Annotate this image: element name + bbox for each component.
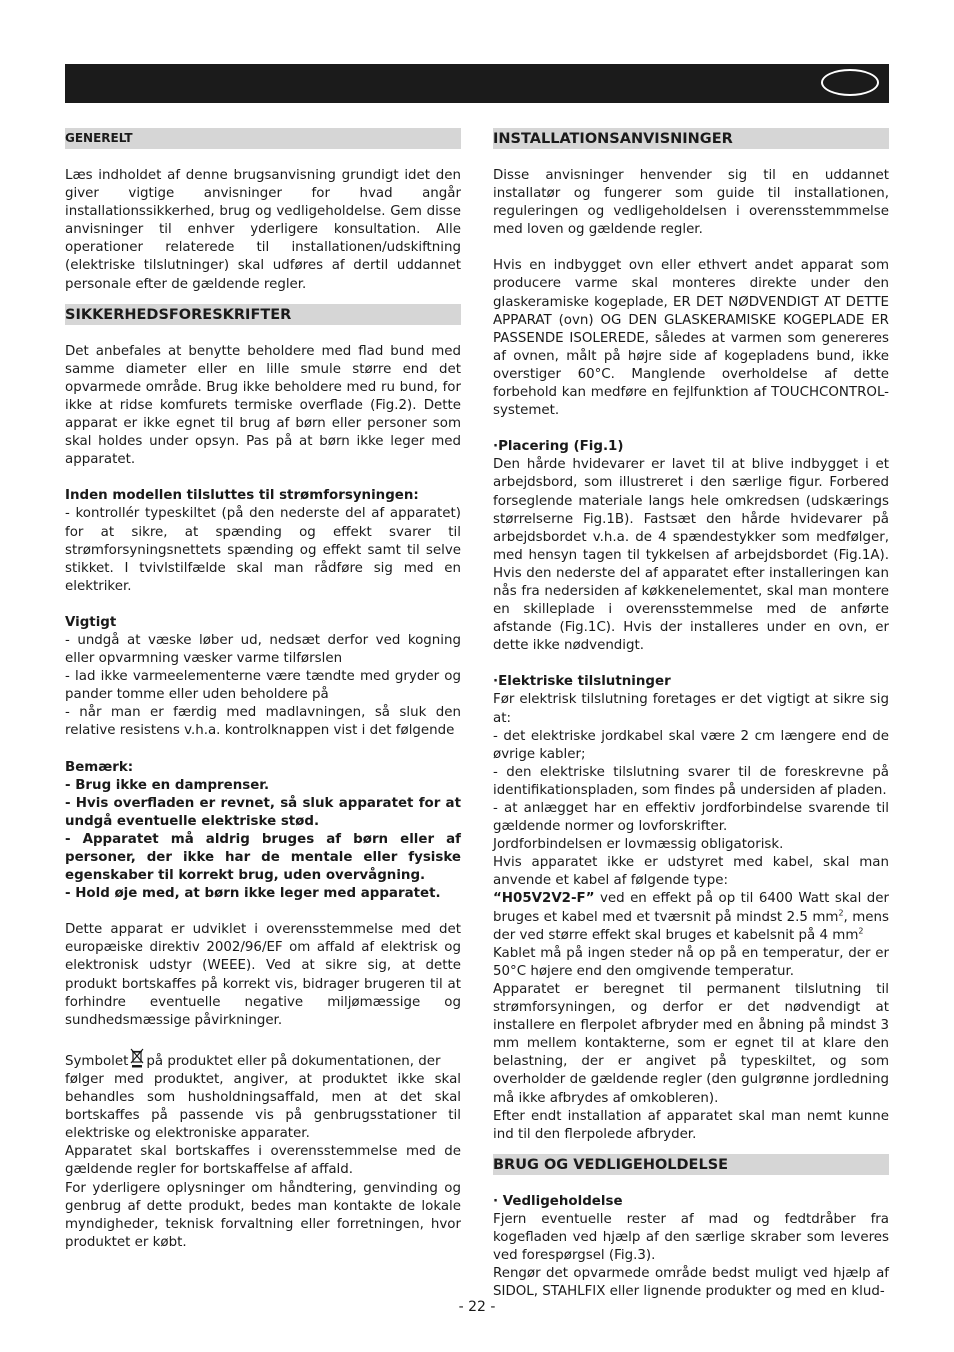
elektrisk-line-7 bbox=[493, 890, 889, 944]
bemaerk-item-4: - Hold øje med, at børn ikke leger med apparatet. bbox=[65, 886, 441, 902]
elektrisk-line-4: - at anlægget har en effektiv jordforbindelse svarende til gældende normer og lovforskrifter. bbox=[493, 801, 889, 835]
bemaerk-item-2: - Hvis overfladen er revnet, så sluk apparatet for at undgå eventuelle elektriske stød. bbox=[65, 795, 461, 829]
elektrisk-line-9: Apparatet er beregnet til permanent tilslutning til strømforsyningen, og derfor er det nødvendigt at installere en flerpolet afbryder med en åbning på mindst 3 mm mellem kontakterne, som er egnet til at klare den belastning, der er angivet på typeskiltet, og som overholder de gældende regler (den gulgrønne jordledning må ikke afbrydes af omkobleren). bbox=[493, 981, 889, 1106]
elektrisk-line-7a: ved en effekt på op til 6400 Watt skal der bruges et kabel med et tværsnit på mindst 2.5 mm bbox=[493, 891, 889, 925]
elektrisk-line-5: Jordforbindelsen er lovmæssig obligatorisk. bbox=[493, 837, 784, 853]
cable-type: “H05V2V2-F” bbox=[493, 891, 595, 907]
paragraph-install-1: Disse anvisninger henvender sig til en uddannet installatør og fungerer som guide til installationen, reguleringen og vedligeholdelsen i overensstemmmelse med loven og gældende regler. bbox=[493, 168, 889, 238]
elektrisk-line-3: - den elektriske tilslutning svarer til de foreskrevne på identifikationspladen, som findes på undersiden af pladen. bbox=[493, 764, 889, 798]
title-vigtigt: Vigtigt bbox=[65, 614, 117, 630]
title-placering: ·Placering (Fig.1) bbox=[493, 439, 624, 455]
paragraph-sikkerhed: Det anbefales at benytte beholdere med flad bund med samme diameter eller en lille smule større end det opvarmede område. Brug ikke beholdere med ru bund, for ikke at ridse komfurets termiske overflade (Fig.2). Dette apparat er ikke egnet til brug af børn eller personer som skal holdes under opsyn. Pas på at børn ikke leger med apparatet. bbox=[65, 343, 461, 468]
language-badge-oval bbox=[821, 69, 879, 96]
paragraph-oplys: For yderligere oplysninger om håndtering, genvinding og genbrug af dette produkt, bedes man kontakte de lokale myndigheder, teknisk forvaltning eller forretningen, hvor produktet er købt. bbox=[65, 1180, 461, 1250]
title-inden: Inden modellen tilsluttes til strømforsyningen: bbox=[65, 488, 419, 504]
title-vedligeholdelse: · Vedligeholdelse bbox=[493, 1193, 623, 1209]
elektrisk-line-6: Hvis apparatet ikke er udstyret med kabel, skal man anvende et kabel af følgende type: bbox=[493, 855, 889, 889]
sup-2: 2 bbox=[858, 926, 864, 936]
title-bemaerk: Bemærk: bbox=[65, 759, 134, 775]
paragraph-weee: Dette apparat er udviklet i overensstemmelse med det europæiske direktiv 2002/96/EF om affald af elektrisk og elektronisk udstyr (WEEE). Ved at sikre sig, at dette produkt bortskaffes på korrekt vis, bidrager brugeren til at forhindre eventuelle negative miljømæssige og sundhedsmæssige påvirkninger. bbox=[65, 922, 461, 1028]
paragraph-symbol: følger med produktet, angiver, at produktet ikke skal behandles som husholdningsaffald, men at det skal bortskaffes på passende vis på genbrugsstationer til elektriske og elektroniske apparater. bbox=[65, 1071, 461, 1142]
vigtigt-item-1: - undgå at væske løber ud, nedsæt derfor ved kogning eller opvarmning væsker varme tilførslen bbox=[65, 632, 461, 667]
bemaerk-item-3: - Apparatet må aldrig bruges af børn eller af personer, der ikke har de mentale eller fysiske egenskaber til korrekt brug, uden overvågning. bbox=[65, 831, 461, 884]
sup-1: 2 bbox=[838, 908, 844, 918]
title-elektrisk: ·Elektriske tilslutninger bbox=[493, 674, 671, 690]
vigtigt-item-2: - lad ikke varmeelementerne være tændte med gryder og pander tomme eller uden beholdere på bbox=[65, 669, 461, 703]
paragraph-install-2: Hvis en indbygget ovn eller ethvert andet apparat som producere varme skal monteres direkte under den glaskeramiske kogeplade, ER DET NØDVENDIGT AT DETTE APPARAT (ovn) OG DEN GLASKERAMISKE KOGEPLADE ER PASSENDE ISOLEREDE, således at varmen som genereres af ovnen, målt på højre side af kogepladens bund, ikke overstiger 60°C. Manglende overholdelse af dette forbehold kan medføre en fejlfunktion af TOUCHCONTROL-systemet. bbox=[493, 258, 889, 419]
paragraph-generelt: Læs indholdet af denne brugsanvisning grundigt idet den giver vigtige anvisninger for hvad angår installationssikkerhed, brug og vedligeholdelse. Gem disse anvisninger til enhver yderligere konsultation. Alle operationer relaterede til installationen/udskiftning (elektriske tilslutninger) skal udføres af dertil uddannet personale efter de gældende regler. bbox=[65, 168, 461, 292]
symbol-line bbox=[65, 1048, 461, 1071]
paragraph-bortskaf: Apparatet skal bortskaffes i overensstemmelse med de gældende regler for bortskaffelse af affald. bbox=[65, 1144, 461, 1178]
symbol-text-b: på produktet eller på dokumentationen, der bbox=[146, 1053, 441, 1069]
elektrisk-line-7b: , mens der ved større effekt skal bruges et kabelsnit på 4 mm bbox=[493, 909, 889, 943]
paragraph-vedl-1: Fjern eventuelle rester af mad og fedtdråber fra kogefladen ved hjælp af den særlige skraber som leveres ved forespørgsel (Fig.3). bbox=[493, 1211, 889, 1264]
crossed-bin-icon bbox=[130, 1048, 144, 1068]
paragraph-placering: Den hårde hvidevarer er lavet til at blive indbygget i et arbejdsbord, som illustreret i den særlige figur. Forbered forseglende materiale langs hele omkredsen (udskærings størrelserne Fig.1B). Fastsæt den hårde hvidevarer på arbejdsbordet v.h.a. de 4 spændestykker som medfølger, med hensyn tagen til tykkelsen af arbejdsbordet (Fig.1A). Hvis den nederste del af apparatet efter installeringen kan nås fra nedersiden af køkkenelementet, skal man montere en skilleplade i overensstemmelse med de anførte afstande (Fig.1C). Hvis der installeres under en ovn, er dette ikke nødvendigt. bbox=[493, 457, 889, 654]
symbol-text-a: Symbolet bbox=[65, 1053, 129, 1069]
left-column bbox=[65, 128, 461, 1252]
paragraph-inden: - kontrollér typeskiltet (på den nederste del af apparatet) for at sikre, at spænding og effekt svarer til strømforsyningsnettets spænding og effekt samt til selve stikket. I tvivlstilfælde skal man rådføre sig med en elektriker. bbox=[65, 506, 461, 594]
page-number: - 22 - bbox=[458, 1299, 496, 1315]
header-bar bbox=[65, 64, 889, 103]
elektrisk-line-1: Før elektrisk tilslutning foretages er det vigtigt at sikre sig at: bbox=[493, 692, 889, 726]
paragraph-vedl-2: Rengør det opvarmede område bedst muligt ved hjælp af SIDOL, STAHLFIX eller lignende produkter og med en klud- bbox=[493, 1266, 889, 1300]
right-column bbox=[493, 128, 889, 1301]
bemaerk-item-1: - Brug ikke en damprenser. bbox=[65, 777, 270, 793]
heading-brug: BRUG OG VEDLIGEHOLDELSE bbox=[493, 1154, 889, 1175]
vigtigt-item-3: - når man er færdig med madlavningen, så sluk den relative resistens v.h.a. kontrolknappen vist i det følgende bbox=[65, 705, 461, 739]
elektrisk-line-2: - det elektriske jordkabel skal være 2 cm længere end de øvrige kabler; bbox=[493, 728, 889, 762]
elektrisk-line-8: Kablet må på ingen steder nå op på en temperatur, der er 50°C højere end den omgivende temperatur. bbox=[493, 945, 889, 979]
heading-sikkerhed: SIKKERHEDSFORESKRIFTER bbox=[65, 304, 461, 325]
heading-generelt: GENERELT bbox=[65, 128, 461, 149]
elektrisk-line-10: Efter endt installation af apparatet skal man nemt kunne ind til den flerpolede afbryder. bbox=[493, 1108, 889, 1142]
heading-install: INSTALLATIONSANVISNINGER bbox=[493, 128, 889, 149]
